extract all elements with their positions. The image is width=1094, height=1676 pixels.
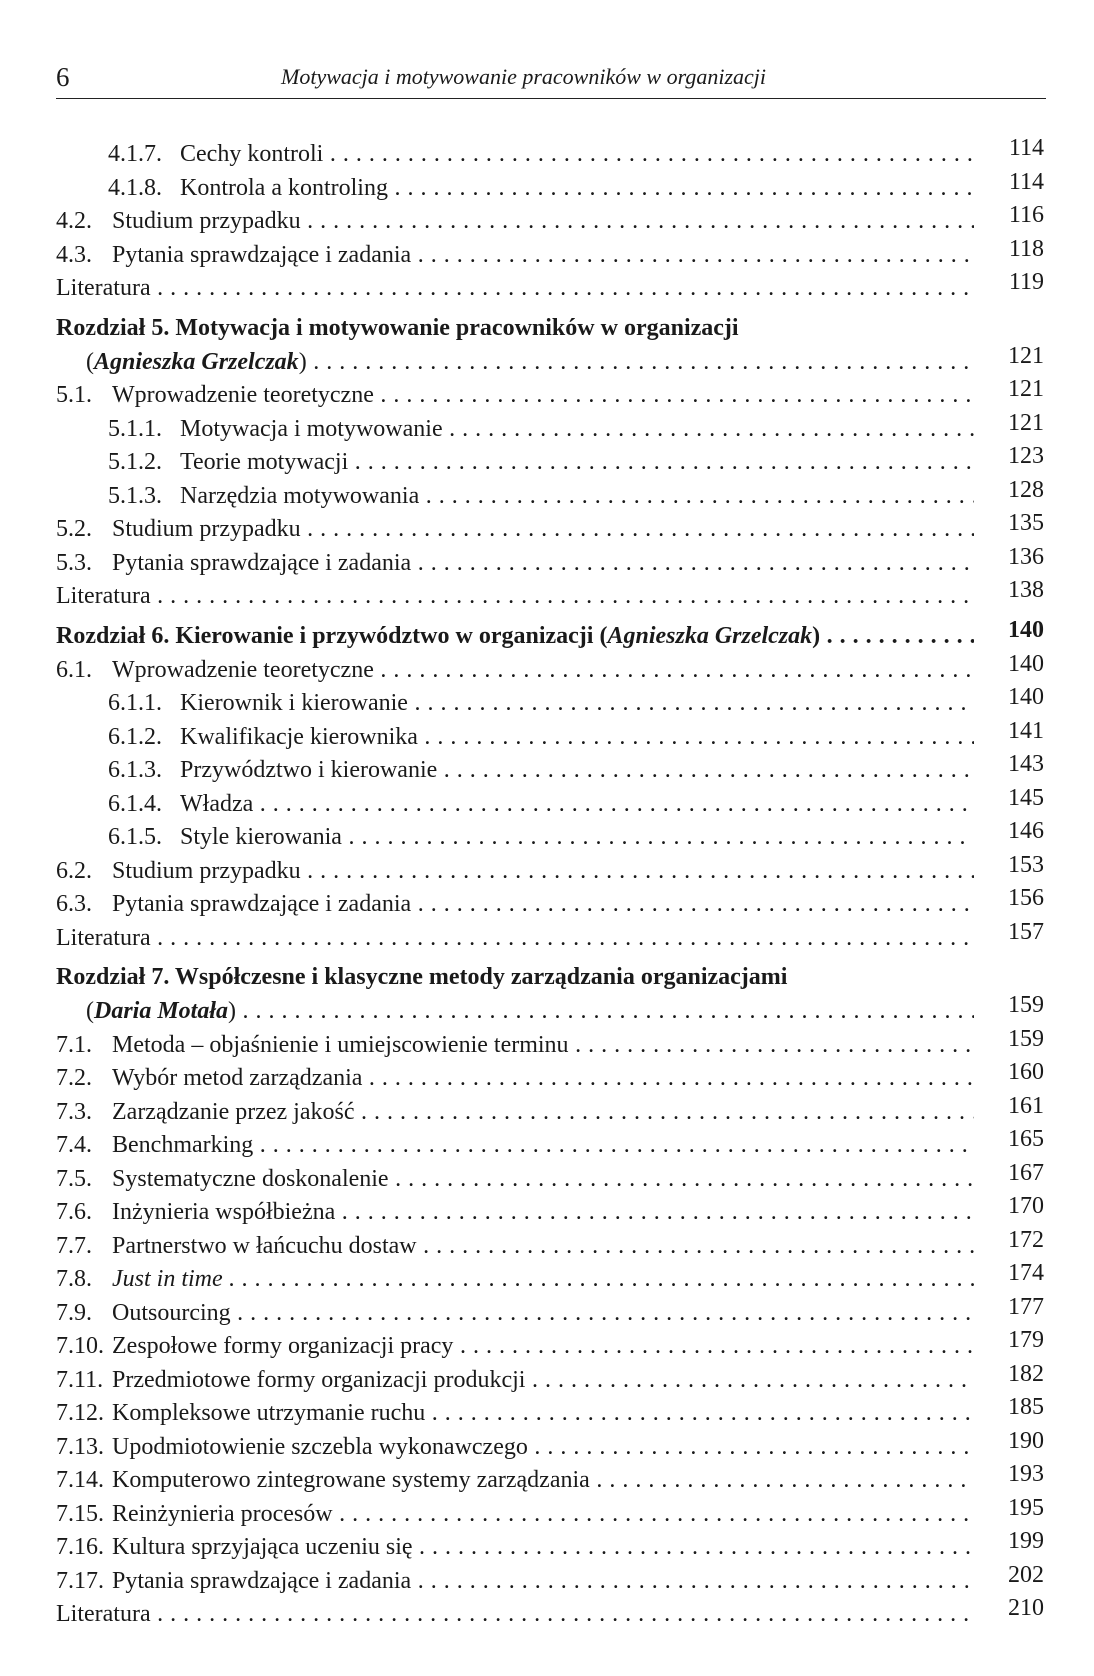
toc-entry (56, 135, 1056, 172)
page-ref: 138 (1008, 577, 1044, 603)
section-title: Wybór metod zarządzania . . . (112, 1062, 974, 1096)
section-number: 6.1.1. (108, 690, 162, 716)
section-number: 6.3. (56, 891, 92, 917)
section-number: 7.11. (56, 1366, 104, 1393)
toc-entry (56, 1461, 1056, 1498)
section-title: Kultura sprzyjająca uczeniu się . . . (112, 1531, 974, 1565)
chapter-title: Rozdział 7. Współczesne i klasyczne metody zarządzania organizacjami (56, 964, 788, 990)
toc-entry (56, 1126, 1056, 1163)
toc-entry (56, 1327, 1056, 1364)
section-number: 4.1.8. (108, 174, 162, 201)
page-ref: 170 (1008, 1193, 1044, 1219)
section-title: Pytania sprawdzające i zadania . . . (112, 1565, 974, 1599)
section-number: 7.9. (56, 1299, 92, 1326)
section-number: 7.1. (56, 1031, 92, 1058)
toc-entry (56, 543, 1056, 581)
section-title: Studium przypadku . . . (112, 205, 974, 239)
section-title: Benchmarking . . . (112, 1129, 974, 1163)
author-name: Daria Motała (94, 998, 229, 1024)
page-ref: 121 (1008, 409, 1044, 436)
section-number: 7.13. (56, 1433, 104, 1460)
page-number: 6 (56, 62, 70, 92)
toc-entry (56, 1260, 1056, 1297)
page-ref: 199 (1008, 1528, 1044, 1554)
section-title: Literatura . . . (56, 272, 974, 306)
toc-entry (56, 851, 1056, 889)
toc-entry (56, 1193, 1056, 1230)
section-title: Przywództwo i kierowanie . . . (180, 754, 974, 788)
section-number: 7.6. (56, 1199, 92, 1225)
page-ref: 128 (1008, 476, 1044, 503)
toc-entry (56, 717, 1056, 755)
section-title: Metoda – objaśnienie i umiejscowienie terminu . . . (112, 1029, 974, 1063)
section-title: Studium przypadku . . . (112, 513, 974, 547)
page-ref: 172 (1008, 1226, 1044, 1253)
section-number: 6.2. (56, 857, 92, 884)
section-number: 7.7. (56, 1232, 92, 1259)
page-ref: 153 (1008, 851, 1044, 878)
section-number: 6.1.2. (108, 723, 162, 750)
toc-entry (56, 918, 1056, 956)
page-ref: 182 (1008, 1360, 1044, 1387)
section-title: Kontrola a kontroling . . . (180, 172, 974, 206)
section-title: Motywacja i motywowanie . . . (180, 413, 974, 447)
section-number: 7.15. (56, 1500, 104, 1527)
page-ref: 177 (1008, 1293, 1044, 1320)
section-title: Literatura . . . (56, 922, 974, 956)
toc-entry (56, 1394, 1056, 1431)
section-title: Style kierowania . . . (180, 821, 974, 855)
toc-entry (56, 1092, 1056, 1130)
toc-entry (56, 751, 1056, 788)
toc-entry (56, 1226, 1056, 1264)
toc-entry (56, 784, 1056, 822)
page-ref: 123 (1008, 443, 1044, 469)
author-name: Agnieszka Grzelczak (94, 348, 299, 375)
section-title: Pytania sprawdzające i zadania . . . (112, 547, 974, 581)
page-ref: 136 (1008, 543, 1044, 570)
section-number: 6.1. (56, 656, 92, 683)
toc-entry (56, 476, 1056, 514)
section-title: Kwalifikacje kierownika . . . (180, 721, 974, 755)
section-number: 5.3. (56, 549, 92, 576)
toc-entry (56, 443, 1056, 480)
page-ref: 140 (1008, 616, 1044, 643)
page-ref: 145 (1008, 784, 1044, 811)
page-ref: 195 (1008, 1494, 1044, 1521)
toc-entry (56, 168, 1056, 206)
page-ref: 118 (1008, 235, 1044, 262)
section-title: Komputerowo zintegrowane systemy zarządzania . . . (112, 1464, 974, 1498)
toc-entry (56, 577, 1056, 614)
section-number: 6.1.3. (108, 757, 162, 783)
table-of-contents (56, 135, 1056, 1632)
section-title: Inżynieria współbieżna . . . (112, 1196, 974, 1230)
section-number: 4.1.7. (108, 141, 162, 167)
page-ref: 160 (1008, 1059, 1044, 1085)
section-number: 7.12. (56, 1400, 104, 1426)
section-title: Wprowadzenie teoretyczne . . . (112, 379, 974, 413)
section-title: Outsourcing . . . (112, 1297, 974, 1331)
page-ref: 174 (1008, 1260, 1044, 1286)
toc-entry (56, 269, 1056, 306)
section-title: Literatura . . . (56, 1598, 974, 1632)
section-number: 7.4. (56, 1132, 92, 1158)
author-name: Agnieszka Grzelczak (607, 622, 813, 649)
toc-entry (56, 202, 1056, 239)
toc-entry (56, 684, 1056, 721)
toc-entry (56, 1528, 1056, 1565)
toc-entry (56, 235, 1056, 273)
toc-entry (56, 510, 1056, 547)
section-number: 5.1.1. (108, 415, 162, 442)
toc-entry (56, 409, 1056, 447)
section-title: Pytania sprawdzające i zadania . . . (112, 888, 974, 922)
page-ref: 190 (1008, 1427, 1044, 1454)
section-title: Systematyczne doskonalenie . . . (112, 1163, 974, 1197)
chapter-author-row (56, 342, 1056, 380)
page-ref: 114 (1008, 135, 1044, 161)
page-ref: 141 (1008, 717, 1044, 744)
section-number: 4.2. (56, 208, 92, 234)
section-number: 7.17. (56, 1567, 104, 1594)
toc-entry (56, 1025, 1056, 1063)
toc-entry (56, 818, 1056, 855)
page-ref: 202 (1008, 1561, 1044, 1588)
page-ref: 140 (1008, 650, 1044, 677)
page-ref: 156 (1008, 885, 1044, 911)
chapter-title: Rozdział 6. Kierowanie i przywództwo w organizacji (Agnieszka Grzelczak) . . . (56, 620, 974, 654)
chapter-author: (Daria Motała) . . . (86, 995, 974, 1029)
page-ref: 185 (1008, 1394, 1044, 1420)
page-ref: 143 (1008, 751, 1044, 777)
chapter-heading (56, 616, 1056, 654)
toc-entry (56, 1059, 1056, 1096)
section-number: 7.2. (56, 1065, 92, 1091)
page-ref: 210 (1008, 1595, 1044, 1621)
page-ref: 119 (1008, 269, 1044, 295)
section-title: Kompleksowe utrzymanie ruchu . . . (112, 1397, 974, 1431)
section-number: 7.14. (56, 1467, 104, 1493)
page-ref: 121 (1008, 376, 1044, 402)
chapter-title: Rozdział 5. Motywacja i motywowanie pracowników w organizacji (56, 314, 739, 341)
page-ref: 116 (1008, 202, 1044, 228)
toc-entry (56, 1427, 1056, 1465)
section-title: Cechy kontroli . . . (180, 138, 974, 172)
section-title: Wprowadzenie teoretyczne . . . (112, 654, 974, 688)
toc-entry (56, 1561, 1056, 1599)
running-header (56, 52, 1046, 99)
section-number: 7.5. (56, 1165, 92, 1192)
section-number: 7.8. (56, 1266, 92, 1292)
page-ref: 157 (1008, 918, 1044, 945)
toc-entry (56, 1595, 1056, 1632)
chapter-heading (56, 312, 1056, 346)
page-ref: 135 (1008, 510, 1044, 536)
section-number: 7.3. (56, 1098, 92, 1125)
chapter-title-text: Rozdział 6. Kierowanie i przywództwo w organizacji (56, 622, 600, 649)
toc-entry (56, 1293, 1056, 1331)
section-title: Studium przypadku . . . (112, 855, 974, 889)
section-number: 5.1.3. (108, 482, 162, 509)
toc-entry (56, 650, 1056, 688)
section-title: Pytania sprawdzające i zadania . . . (112, 239, 974, 273)
toc-entry (56, 1159, 1056, 1197)
section-title: Zespołowe formy organizacji pracy . . . (112, 1330, 974, 1364)
section-title: Partnerstwo w łańcuchu dostaw . . . (112, 1230, 974, 1264)
section-number: 5.2. (56, 516, 92, 542)
page-ref: 146 (1008, 818, 1044, 844)
toc-entry (56, 1360, 1056, 1398)
section-number: 4.3. (56, 241, 92, 268)
page-ref: 114 (1008, 168, 1044, 195)
chapter-author-row (56, 992, 1056, 1029)
toc-entry (56, 1494, 1056, 1532)
section-number: 6.1.5. (108, 824, 162, 850)
section-title: Przedmiotowe formy organizacji produkcji . . . (112, 1364, 974, 1398)
section-title: Just in time . . . (112, 1263, 974, 1297)
page-ref: 165 (1008, 1126, 1044, 1152)
section-number: 5.1.2. (108, 449, 162, 475)
page-ref: 193 (1008, 1461, 1044, 1487)
chapter-author: (Agnieszka Grzelczak) . . . (86, 346, 974, 380)
section-title: Literatura . . . (56, 580, 974, 614)
section-number: 7.16. (56, 1534, 104, 1560)
running-title: Motywacja i motywowanie pracowników w organizacji (281, 64, 766, 89)
page-ref: 159 (1008, 1025, 1044, 1052)
page-ref: 159 (1008, 992, 1044, 1018)
toc-entry (56, 885, 1056, 922)
section-title: Kierownik i kierowanie . . . (180, 687, 974, 721)
page-ref: 161 (1008, 1092, 1044, 1119)
section-number: 5.1. (56, 382, 92, 408)
section-title: Reinżynieria procesów . . . (112, 1498, 974, 1532)
section-number: 7.10. (56, 1333, 104, 1359)
section-title: Upodmiotowienie szczebla wykonawczego . . . (112, 1431, 974, 1465)
chapter-heading (56, 961, 1056, 995)
section-title: Zarządzanie przez jakość . . . (112, 1096, 974, 1130)
page-ref: 179 (1008, 1327, 1044, 1353)
section-title: Narzędzia motywowania . . . (180, 480, 974, 514)
section-title: Teorie motywacji . . . (180, 446, 974, 480)
section-title: Władza . . . (180, 788, 974, 822)
section-number: 6.1.4. (108, 790, 162, 817)
page-ref: 140 (1008, 684, 1044, 710)
page-ref: 121 (1008, 342, 1044, 369)
page-ref: 167 (1008, 1159, 1044, 1186)
toc-entry (56, 376, 1056, 413)
